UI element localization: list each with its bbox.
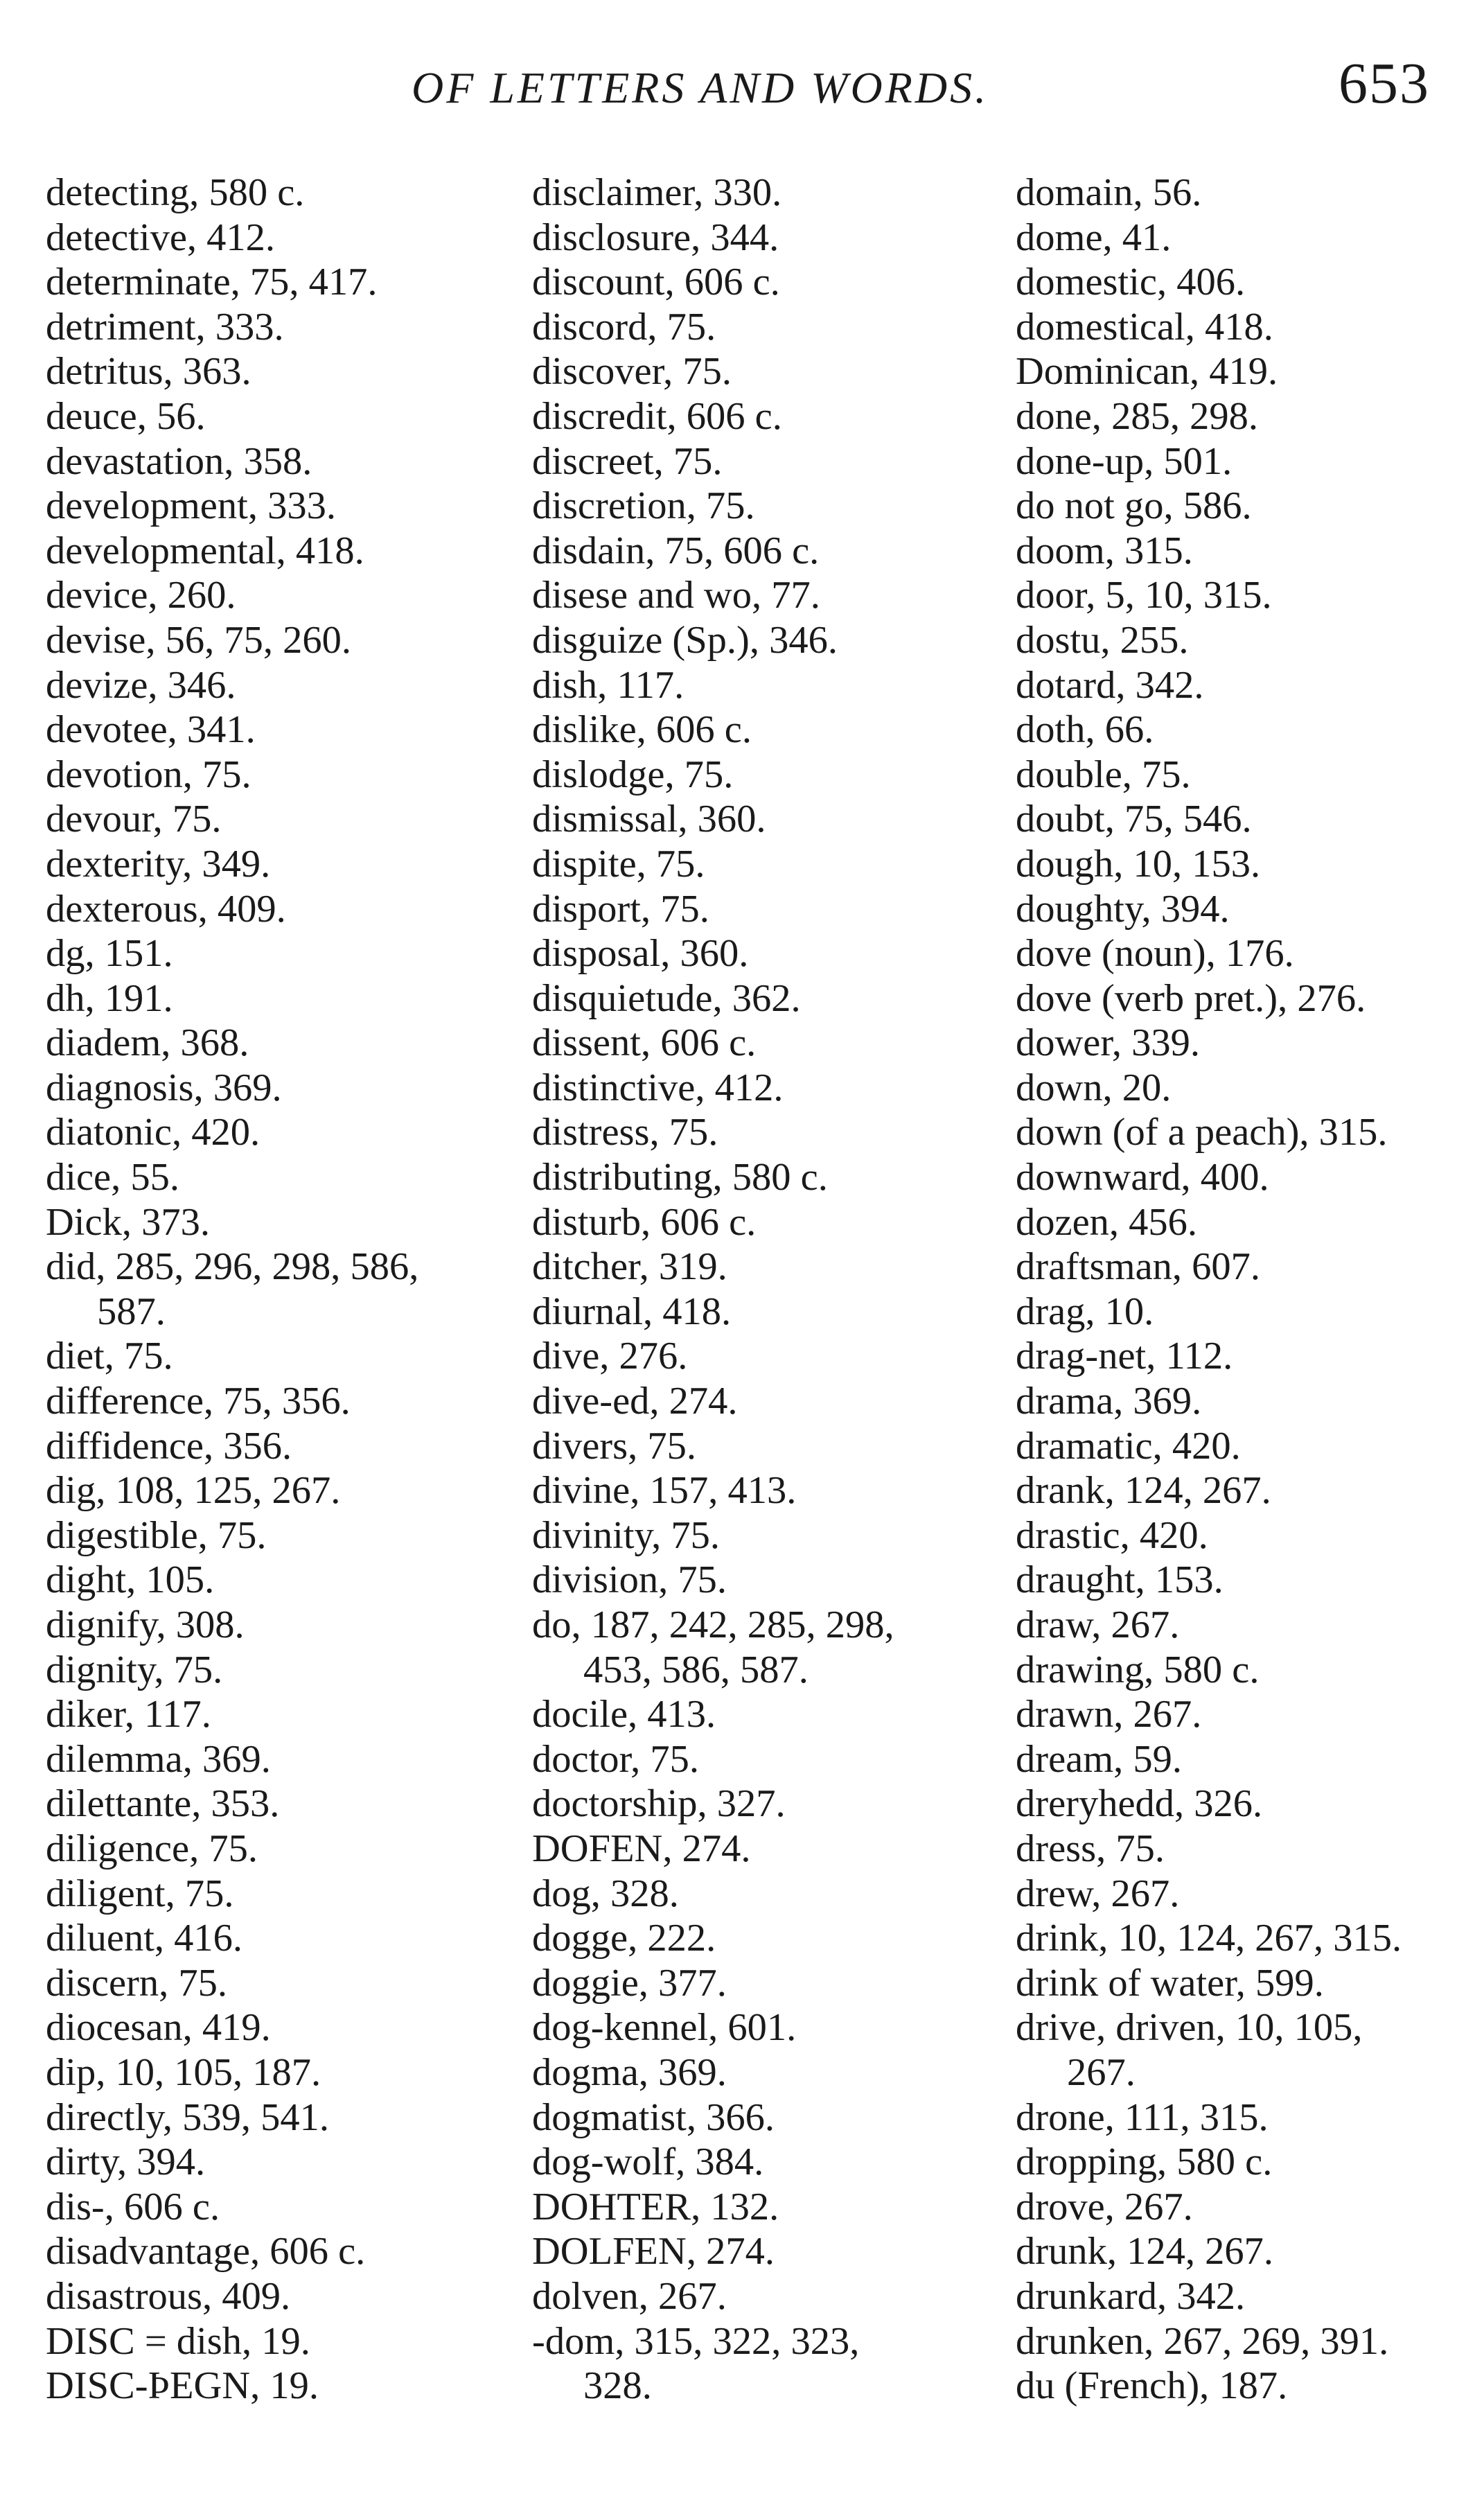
index-entry: disdain, 75, 606 c.	[532, 529, 820, 572]
index-entry: drank, 124, 267.	[1016, 1469, 1271, 1513]
index-entry: doubt, 75, 546.	[1016, 798, 1252, 841]
index-column-1	[46, 170, 503, 2409]
index-entry: division, 75.	[532, 1558, 727, 1602]
index-entry: door, 5, 10, 315.	[1016, 574, 1272, 617]
index-entry: dight, 105.	[46, 1558, 215, 1602]
index-entry: determinate, 75, 417.	[46, 261, 378, 304]
index-entry: deuce, 56.	[46, 394, 206, 438]
index-entry: discretion, 75.	[532, 484, 755, 528]
index-entry: drag, 10.	[1016, 1290, 1154, 1333]
index-entry: dive, 276.	[532, 1335, 688, 1378]
index-entry: discreet, 75.	[532, 439, 723, 483]
index-entry: draught, 153.	[1016, 1558, 1224, 1602]
index-entry-continuation: 453, 586, 587.	[583, 1648, 809, 1691]
index-entry: ditcher, 319.	[532, 1245, 727, 1289]
index-entry: diurnal, 418.	[532, 1290, 732, 1333]
index-entry: dress, 75.	[1016, 1827, 1165, 1870]
index-entry: disclosure, 344.	[532, 216, 779, 259]
index-entry: dh, 191.	[46, 976, 173, 1020]
index-entry: discount, 606 c.	[532, 261, 780, 304]
index-entry: detriment, 333.	[46, 305, 284, 349]
index-entry: distress, 75.	[532, 1111, 718, 1154]
index-entry: DOFEN, 274.	[532, 1827, 751, 1870]
index-entry: doctor, 75.	[532, 1737, 699, 1781]
index-entry: dexterity, 349.	[46, 842, 271, 886]
index-entry: dignify, 308.	[46, 1603, 245, 1646]
index-entry: devise, 56, 75, 260.	[46, 618, 351, 662]
index-entry: dispite, 75.	[532, 842, 705, 886]
index-entry: du (French), 187.	[1016, 2364, 1288, 2408]
index-entry: disastrous, 409.	[46, 2274, 291, 2318]
index-entry: dislike, 606 c.	[532, 708, 752, 752]
index-entry: drink, 10, 124, 267, 315.	[1016, 1917, 1402, 1960]
index-entry: doth, 66.	[1016, 708, 1154, 752]
index-entry: devize, 346.	[46, 663, 236, 707]
index-entry-continuation: 587.	[97, 1290, 166, 1333]
index-entry: devastation, 358.	[46, 439, 312, 483]
index-entry: disturb, 606 c.	[532, 1200, 757, 1244]
index-entry: dog-kennel, 601.	[532, 2006, 797, 2050]
index-entry: dome, 41.	[1016, 216, 1172, 259]
index-entry: draftsman, 607.	[1016, 1245, 1261, 1289]
index-entry: docile, 413.	[532, 1693, 716, 1736]
index-entry: dove (verb pret.), 276.	[1016, 976, 1366, 1020]
index-entry: dough, 10, 153.	[1016, 842, 1261, 886]
index-entry: dismissal, 360.	[532, 798, 766, 841]
index-entry: doughty, 394.	[1016, 887, 1230, 931]
index-entry: doctorship, 327.	[532, 1782, 786, 1826]
index-entry: drone, 111, 315.	[1016, 2095, 1269, 2139]
index-entry: divinity, 75.	[532, 1513, 720, 1557]
index-entry: did, 285, 296, 298, 586,	[46, 1245, 419, 1289]
index-entry: dig, 108, 125, 267.	[46, 1469, 341, 1513]
index-entry: dilettante, 353.	[46, 1782, 280, 1826]
index-entry: dice, 55.	[46, 1156, 179, 1199]
index-entry: distributing, 580 c.	[532, 1156, 828, 1199]
index-entry: disguize (Sp.), 346.	[532, 618, 838, 662]
index-entry: dozen, 456.	[1016, 1200, 1198, 1244]
index-entry: disquietude, 362.	[532, 976, 801, 1020]
index-entry: detective, 412.	[46, 216, 276, 259]
index-entry-continuation: 328.	[583, 2364, 652, 2408]
index-entry: domestic, 406.	[1016, 261, 1246, 304]
page-number: 653	[1339, 51, 1430, 116]
index-entry: dish, 117.	[532, 663, 684, 707]
index-entry: disclaimer, 330.	[532, 171, 782, 214]
index-column-2	[532, 170, 1003, 2409]
index-entry: dotard, 342.	[1016, 663, 1204, 707]
index-entry: diffidence, 356.	[46, 1424, 292, 1468]
page-header	[0, 50, 1484, 126]
index-entry: dissent, 606 c.	[532, 1021, 757, 1065]
index-entry: dg, 151.	[46, 932, 173, 976]
index-entry: discern, 75.	[46, 1961, 228, 2005]
index-entry: dirty, 394.	[46, 2140, 206, 2184]
index-entry: dis-, 606 c.	[46, 2185, 220, 2228]
index-entry: Dominican, 419.	[1016, 350, 1278, 394]
index-entry: dog, 328.	[532, 1872, 679, 1915]
index-entry: dislodge, 75.	[532, 753, 734, 796]
index-entry: diluent, 416.	[46, 1917, 243, 1960]
index-entry: drunk, 124, 267.	[1016, 2230, 1273, 2273]
index-entry: discredit, 606 c.	[532, 394, 782, 438]
index-entry: do, 187, 242, 285, 298,	[532, 1603, 894, 1646]
index-entry: dexterous, 409.	[46, 887, 286, 931]
index-entry: dip, 10, 105, 187.	[46, 2050, 321, 2094]
index-entry: dilemma, 369.	[46, 1737, 271, 1781]
index-entry: divine, 157, 413.	[532, 1469, 797, 1513]
index-entry: -dom, 315, 322, 323,	[532, 2319, 860, 2363]
index-entry: down, 20.	[1016, 1066, 1172, 1109]
index-entry: dostu, 255.	[1016, 618, 1189, 662]
index-entry: dreryhedd, 326.	[1016, 1782, 1263, 1826]
index-entry: drastic, 420.	[1016, 1513, 1208, 1557]
index-entry: dog-wolf, 384.	[532, 2140, 764, 2184]
index-entry: do not go, 586.	[1016, 484, 1252, 528]
index-entry: diatonic, 420.	[46, 1111, 260, 1154]
index-entry: done, 285, 298.	[1016, 394, 1258, 438]
index-entry: directly, 539, 541.	[46, 2095, 330, 2139]
index-entry: development, 333.	[46, 484, 336, 528]
index-entry: diagnosis, 369.	[46, 1066, 282, 1109]
index-entry: devour, 75.	[46, 798, 222, 841]
index-entry: discord, 75.	[532, 305, 716, 349]
index-entry: dove (noun), 176.	[1016, 932, 1294, 976]
index-entry: DISC = dish, 19.	[46, 2319, 310, 2363]
index-entry: drawing, 580 c.	[1016, 1648, 1260, 1691]
index-entry: divers, 75.	[532, 1424, 696, 1468]
index-entry: drew, 267.	[1016, 1872, 1180, 1915]
index-entry: dogge, 222.	[532, 1917, 716, 1960]
index-entry: diligence, 75.	[46, 1827, 258, 1870]
index-entry: device, 260.	[46, 574, 236, 617]
index-entry: difference, 75, 356.	[46, 1380, 351, 1423]
index-entry: domestical, 418.	[1016, 305, 1273, 349]
index-entry: dogma, 369.	[532, 2050, 727, 2094]
index-entry: digestible, 75.	[46, 1513, 267, 1557]
index-entry: double, 75.	[1016, 753, 1191, 796]
index-entry: diligent, 75.	[46, 1872, 234, 1915]
running-title: OF LETTERS AND WORDS.	[412, 63, 989, 112]
index-entry: dogmatist, 366.	[532, 2095, 775, 2139]
index-entry: done-up, 501.	[1016, 439, 1233, 483]
index-entry-continuation: 267.	[1067, 2050, 1136, 2094]
index-entry: draw, 267.	[1016, 1603, 1180, 1646]
index-entry: drove, 267.	[1016, 2185, 1193, 2228]
index-entry: doggie, 377.	[532, 1961, 727, 2005]
index-entry: dolven, 267.	[532, 2274, 727, 2318]
index-entry: Dick, 373.	[46, 1200, 210, 1244]
index-column-3	[1016, 170, 1473, 2409]
index-entry: downward, 400.	[1016, 1156, 1269, 1199]
index-entry: drunkard, 342.	[1016, 2274, 1246, 2318]
index-entry: domain, 56.	[1016, 171, 1202, 214]
index-entry: disese and wo, 77.	[532, 574, 820, 617]
index-entry: developmental, 418.	[46, 529, 364, 572]
index-entry: diocesan, 419.	[46, 2006, 271, 2050]
index-entry: dream, 59.	[1016, 1737, 1183, 1781]
index-entry: drive, driven, 10, 105,	[1016, 2006, 1363, 2050]
index-entry: distinctive, 412.	[532, 1066, 784, 1109]
index-entry: diadem, 368.	[46, 1021, 249, 1065]
index-entry: drawn, 267.	[1016, 1693, 1202, 1736]
index-entry: doom, 315.	[1016, 529, 1193, 572]
index-entry: dive-ed, 274.	[532, 1380, 738, 1423]
index-entry: diker, 117.	[46, 1693, 211, 1736]
index-entry: diet, 75.	[46, 1335, 173, 1378]
index-entry: discover, 75.	[532, 350, 732, 394]
index-entry: detritus, 363.	[46, 350, 251, 394]
index-entry: disposal, 360.	[532, 932, 749, 976]
index-entry: DISC-ÞEGN, 19.	[46, 2364, 319, 2408]
index-entry: drunken, 267, 269, 391.	[1016, 2319, 1389, 2363]
index-entry: dower, 339.	[1016, 1021, 1201, 1065]
index-entry: devotion, 75.	[46, 753, 251, 796]
index-entry: DOHTER, 132.	[532, 2185, 779, 2228]
index-entry: devotee, 341.	[46, 708, 256, 752]
index-entry: detecting, 580 c.	[46, 171, 305, 214]
index-entry: DOLFEN, 274.	[532, 2230, 775, 2273]
index-entry: drama, 369.	[1016, 1380, 1202, 1423]
index-entry: down (of a peach), 315.	[1016, 1111, 1388, 1154]
index-entry: dramatic, 420.	[1016, 1424, 1241, 1468]
index-entry: dropping, 580 c.	[1016, 2140, 1273, 2184]
index-entry: drink of water, 599.	[1016, 1961, 1324, 2005]
index-entry: disadvantage, 606 c.	[46, 2230, 366, 2273]
index-entry: disport, 75.	[532, 887, 709, 931]
index-entry: dignity, 75.	[46, 1648, 223, 1691]
index-entry: drag-net, 112.	[1016, 1335, 1233, 1378]
